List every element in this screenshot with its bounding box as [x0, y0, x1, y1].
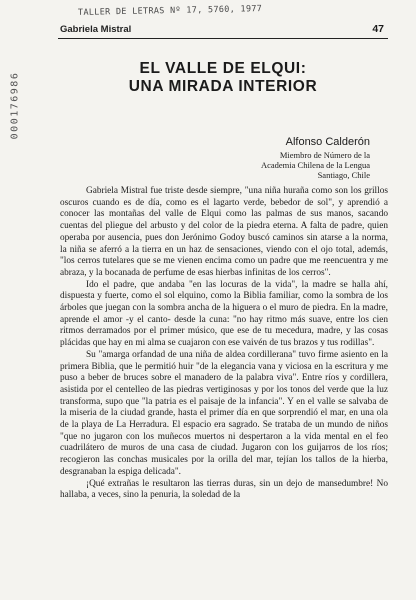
paragraph: Ido el padre, que andaba "en las locuras de la vida", la madre se halla ahí, dispuesta y fuerte, como el sol elquino, como la Biblia familiar, como la sombra de los árboles que juegan con la sombra ancha de la higuera o el muro de piedra. En la madre, aprende el amor -y el canto- desde la cuna: "no hay ritmo más suave, entre los cien ritmos derramados por el primer músico, que ese de tu mecedura, madre, y las cosas plácidas que hay en mi alma se cuajaron con ese vaivén de tus brazos y tus rodillas". [60, 279, 388, 349]
paragraph: Su "amarga orfandad de una niña de aldea cordillerana" tuvo firme asiento en la primera Biblia, que le permitió huir "de la elegancia vana y viciosa en la escritura y me puso a beber de bruces sobre el manadero de la palabra viva". Entre ríos y cordillera, asistida por el centelleo de las piedras vertiginosas y por los tonos del verde que la luz transforma, supo que "la patria es el paisaje de la infancia". Y en el valle se salvaba de la miseria de la ciudad grande, hasta el primer día en que sorprendió el mar, en una ola de la playa de La Herradura. El espacio era sagrado. Se trataba de un mundo de niños "que no jugaron con los muñecos muertos ni despertaron a la vida mental en el feo cuadrilátero de muros de una casa de ciudad. Jugaron con los guijarros de los ríos; recogieron las conchas musicales por la orilla del mar, tejían los tallos de la hierba, desgranaban la espiga delicada". [60, 349, 388, 477]
article-title [58, 60, 388, 96]
byline-location: Santiago, Chile [317, 170, 370, 180]
byline-affiliation-2: Academia Chilena de la Lengua [260, 160, 370, 170]
running-header [58, 20, 388, 39]
byline-affiliation-1: Miembro de Número de la [279, 150, 370, 160]
article-body [60, 186, 388, 502]
paragraph: Gabriela Mistral fue triste desde siempre, "una niña huraña como son los grillos oscuros cuando es de día, como es el lagarto verde, bebedor de sol", y aprendió a conocer las montañas del valle de Elqui como las palmas de sus manos, sacando cuentas del pliegue del arbusto y del color de la piedra eterna. A falta de padre, quien operaba por ausencia, pues don Jerónimo Godoy buscó caminos sin atarse a la norma, la niña se aferró a la tierra en un haz de sensaciones, viendo con el ojo total, además, "los cerros tutelares que se me vienen encima como un padre que me reencuentra y me abraza, y la bocanada de perfume de esas hierbas infinitas de los cerros". [60, 186, 388, 278]
title-line-2: UNA MIRADA INTERIOR [128, 78, 318, 95]
handwritten-note: TALLER DE LETRAS Nº 17, 5760, 1977 [77, 4, 263, 18]
header-author: Gabriela Mistral [60, 24, 132, 35]
page-number: 47 [372, 23, 384, 35]
byline-author: Alfonso Calderón [285, 136, 370, 148]
title-line-1: EL VALLE DE ELQUI: [139, 60, 307, 77]
byline [261, 136, 370, 180]
archive-stamp: 000176986 [9, 71, 21, 140]
paragraph: ¡Qué extrañas le resultaron las tierras duras, sin un dejo de mansedumbre! No hallaba, a veces, sino la penuria, la soledad de la [60, 478, 388, 501]
